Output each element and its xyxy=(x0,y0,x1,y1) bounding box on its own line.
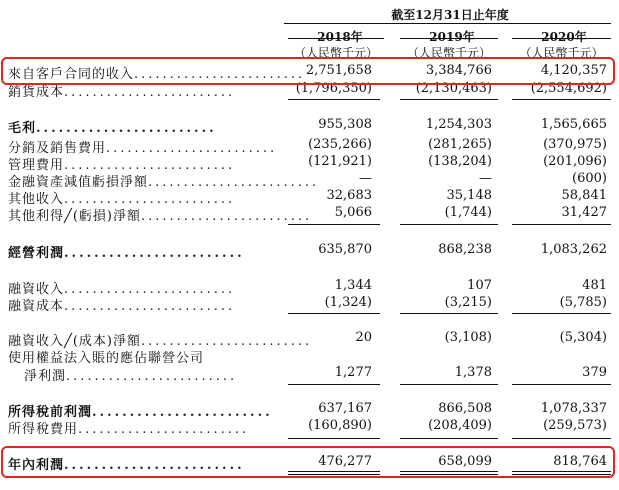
value-2019: 3,384,766 xyxy=(425,63,492,78)
value-2018: — xyxy=(359,171,372,186)
value-2019: (281,265) xyxy=(428,137,492,152)
value-2020: 58,841 xyxy=(561,188,607,203)
value-2018: (121,921) xyxy=(308,154,372,169)
row-label: 所得稅前利潤........................ xyxy=(8,405,273,420)
value-2018: 955,308 xyxy=(318,117,372,132)
value-2018: (1,324) xyxy=(324,295,372,310)
row-associates-heading xyxy=(0,347,619,365)
value-2019: 107 xyxy=(467,278,492,293)
value-2020: (600) xyxy=(572,171,607,186)
subtotal-rule xyxy=(288,99,380,100)
subtotal-rule xyxy=(288,384,380,385)
row-other-gains xyxy=(0,205,619,223)
unit-2020: （人民幣千元） xyxy=(519,46,604,60)
value-2019: (138,204) xyxy=(428,154,492,169)
value-2020: (370,975) xyxy=(543,137,607,152)
value-2018: 1,344 xyxy=(334,278,372,293)
profit-highlight-box xyxy=(1,446,615,478)
subtotal-rule xyxy=(512,384,611,385)
subtotal-rule xyxy=(512,99,611,100)
row-label: 融資收入╱(成本)淨額........................ xyxy=(8,334,313,349)
year-2018-header: 2018年 xyxy=(317,30,363,44)
value-2018: 2,751,658 xyxy=(305,63,372,78)
value-2019: (3,108) xyxy=(444,330,492,345)
value-2018: (235,266) xyxy=(308,137,372,152)
value-2020: 481 xyxy=(582,278,607,293)
unit-2019: （人民幣千元） xyxy=(406,46,491,60)
row-finance-income xyxy=(0,278,619,296)
value-2020: 818,764 xyxy=(553,454,607,469)
column-rule xyxy=(400,38,498,39)
value-2020: 31,427 xyxy=(561,205,607,220)
subtotal-rule xyxy=(512,313,611,314)
subtotal-rule xyxy=(512,438,611,439)
value-2019: 1,254,303 xyxy=(425,117,492,132)
row-label: 毛利........................ xyxy=(8,121,217,136)
period-title: 截至12月31日止年度 xyxy=(391,8,509,22)
value-2019: 866,508 xyxy=(438,401,492,416)
row-label: 金融資產減值虧損淨額........................ xyxy=(8,175,320,190)
row-gross-profit xyxy=(0,117,619,135)
value-2018: 637,167 xyxy=(318,401,372,416)
row-label: 分銷及銷售費用........................ xyxy=(8,141,278,156)
subtotal-rule xyxy=(288,224,380,225)
revenue-highlight-box xyxy=(1,57,615,85)
period-rule xyxy=(284,23,611,24)
unit-2018: （人民幣千元） xyxy=(293,46,378,60)
row-finance-cost xyxy=(0,295,619,313)
subtotal-rule xyxy=(288,313,380,314)
value-2019: 658,099 xyxy=(438,454,492,469)
row-label: 淨利潤........................ xyxy=(24,369,238,384)
subtotal-rule xyxy=(400,384,498,385)
value-2019: 868,238 xyxy=(438,242,492,257)
value-2018: 32,683 xyxy=(326,188,372,203)
row-label: 經營利潤........................ xyxy=(8,246,245,261)
row-distribution-expenses xyxy=(0,137,619,155)
row-label: 管理費用........................ xyxy=(8,158,236,173)
subtotal-rule xyxy=(512,224,611,225)
value-2018: 5,066 xyxy=(334,205,372,220)
value-2020: (259,573) xyxy=(543,418,607,433)
value-2020: 379 xyxy=(582,365,607,380)
subtotal-rule xyxy=(288,438,380,439)
value-2018: (160,890) xyxy=(308,418,372,433)
value-2019: (3,215) xyxy=(444,295,492,310)
value-2020: (5,785) xyxy=(559,295,607,310)
row-label: 使用權益法入賬的應佔聯營公司 xyxy=(8,351,205,366)
subtotal-rule xyxy=(400,313,498,314)
row-operating-profit xyxy=(0,242,619,260)
row-income-tax xyxy=(0,418,619,436)
value-2018: 1,277 xyxy=(334,365,372,380)
value-2019: (208,409) xyxy=(428,418,492,433)
value-2019: (1,744) xyxy=(444,205,492,220)
row-label: 融資成本........................ xyxy=(8,299,236,314)
value-2020: 1,078,337 xyxy=(540,401,607,416)
value-2020: (5,304) xyxy=(559,330,607,345)
subtotal-rule xyxy=(400,99,498,100)
row-label: 所得稅費用........................ xyxy=(8,422,250,437)
row-associates-net-profit xyxy=(0,365,619,383)
row-label: 其他收入........................ xyxy=(8,192,236,207)
row-label: 融資收入........................ xyxy=(8,282,236,297)
column-rule xyxy=(288,38,384,39)
value-2018: (1,796,350) xyxy=(295,81,372,96)
row-profit-before-tax xyxy=(0,401,619,419)
value-2020: 4,120,357 xyxy=(540,63,607,78)
subtotal-rule xyxy=(400,224,498,225)
value-2020: (2,554,692) xyxy=(530,81,607,96)
row-net-finance xyxy=(0,330,619,348)
value-2019: 35,148 xyxy=(446,188,492,203)
column-rule xyxy=(512,38,611,39)
value-2018: 476,277 xyxy=(318,454,372,469)
row-admin-expenses xyxy=(0,154,619,172)
row-impairment xyxy=(0,171,619,189)
year-2020-header: 2020年 xyxy=(541,30,587,44)
year-2019-header: 2019年 xyxy=(429,30,475,44)
row-other-income xyxy=(0,188,619,206)
row-label: 銷貨成本........................ xyxy=(8,85,236,100)
value-2020: 1,083,262 xyxy=(540,242,607,257)
row-label: 來自客戶合同的收入........................ xyxy=(8,67,306,82)
row-label: 其他利得╱(虧損)淨額........................ xyxy=(8,209,313,224)
value-2020: 1,565,665 xyxy=(540,117,607,132)
value-2019: 1,378 xyxy=(454,365,492,380)
value-2019: (2,130,463) xyxy=(415,81,492,96)
value-2019: — xyxy=(479,171,492,186)
subtotal-rule xyxy=(400,438,498,439)
value-2018: 635,870 xyxy=(318,242,372,257)
value-2020: (201,096) xyxy=(543,154,607,169)
value-2018: 20 xyxy=(355,330,372,345)
row-label: 年內利潤........................ xyxy=(8,458,245,473)
